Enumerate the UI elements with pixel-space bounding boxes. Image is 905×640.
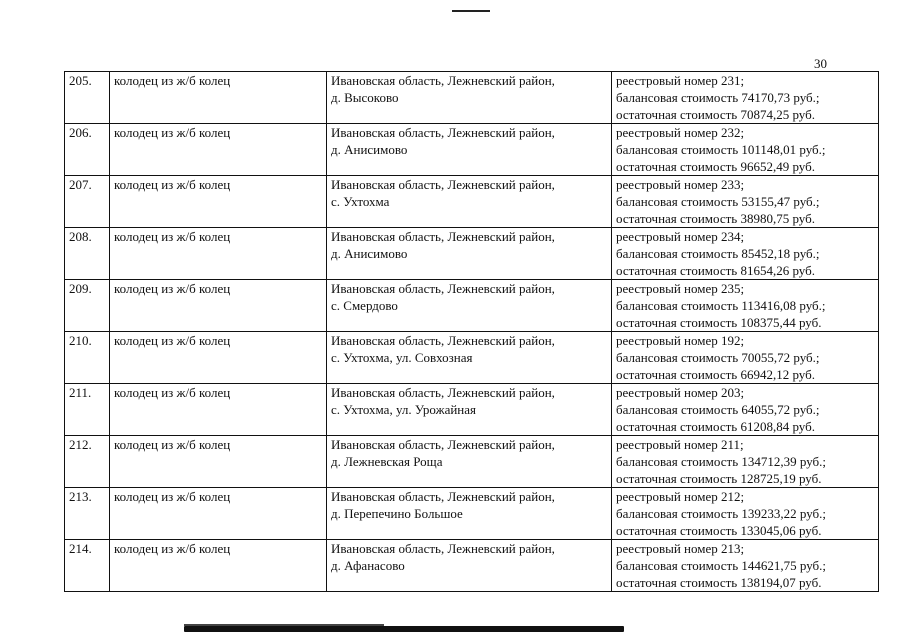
object-address (327, 72, 612, 124)
object-valuation (612, 436, 879, 488)
row-number: 214. (65, 540, 110, 592)
object-name: колодец из ж/б колец (110, 436, 327, 488)
balance-value: балансовая стоимость 139233,22 руб.; (616, 506, 826, 521)
scan-edge-mark (184, 626, 624, 632)
header-rule (452, 10, 490, 12)
address-locality: с. Ухтохма (331, 194, 390, 209)
object-address (327, 436, 612, 488)
object-valuation (612, 332, 879, 384)
table-row (65, 72, 879, 124)
registry-number: реестровый номер 192; (616, 333, 745, 348)
table-row (65, 540, 879, 592)
object-name: колодец из ж/б колец (110, 540, 327, 592)
object-valuation (612, 124, 879, 176)
address-region: Ивановская область, Лежневский район, (331, 437, 555, 452)
balance-value: балансовая стоимость 85452,18 руб.; (616, 246, 820, 261)
residual-value: остаточная стоимость 133045,06 руб. (616, 523, 822, 538)
address-locality: д. Лежневская Роща (331, 454, 443, 469)
object-address (327, 228, 612, 280)
row-number: 206. (65, 124, 110, 176)
table-row (65, 488, 879, 540)
address-locality: д. Афанасово (331, 558, 405, 573)
residual-value: остаточная стоимость 70874,25 руб. (616, 107, 815, 122)
residual-value: остаточная стоимость 96652,49 руб. (616, 159, 815, 174)
registry-number: реестровый номер 231; (616, 73, 745, 88)
balance-value: балансовая стоимость 101148,01 руб.; (616, 142, 826, 157)
balance-value: балансовая стоимость 70055,72 руб.; (616, 350, 820, 365)
object-valuation (612, 488, 879, 540)
address-locality: с. Ухтохма, ул. Урожайная (331, 402, 477, 417)
object-valuation (612, 280, 879, 332)
object-address (327, 332, 612, 384)
row-number: 210. (65, 332, 110, 384)
balance-value: балансовая стоимость 113416,08 руб.; (616, 298, 826, 313)
object-address (327, 384, 612, 436)
address-locality: с. Смердово (331, 298, 398, 313)
table-row (65, 228, 879, 280)
address-region: Ивановская область, Лежневский район, (331, 333, 555, 348)
residual-value: остаточная стоимость 61208,84 руб. (616, 419, 815, 434)
address-region: Ивановская область, Лежневский район, (331, 125, 555, 140)
object-valuation (612, 384, 879, 436)
table-row (65, 280, 879, 332)
object-name: колодец из ж/б колец (110, 384, 327, 436)
registry-number: реестровый номер 234; (616, 229, 745, 244)
object-valuation (612, 540, 879, 592)
registry-number: реестровый номер 212; (616, 489, 745, 504)
address-locality: д. Анисимово (331, 142, 408, 157)
balance-value: балансовая стоимость 144621,75 руб.; (616, 558, 826, 573)
row-number: 205. (65, 72, 110, 124)
address-region: Ивановская область, Лежневский район, (331, 281, 555, 296)
object-name: колодец из ж/б колец (110, 488, 327, 540)
table-row (65, 124, 879, 176)
row-number: 212. (65, 436, 110, 488)
object-name: колодец из ж/б колец (110, 332, 327, 384)
balance-value: балансовая стоимость 74170,73 руб.; (616, 90, 820, 105)
address-region: Ивановская область, Лежневский район, (331, 489, 555, 504)
registry-number: реестровый номер 232; (616, 125, 745, 140)
address-region: Ивановская область, Лежневский район, (331, 73, 555, 88)
residual-value: остаточная стоимость 138194,07 руб. (616, 575, 822, 590)
object-valuation (612, 72, 879, 124)
page-number: 30 (814, 56, 827, 71)
balance-value: балансовая стоимость 64055,72 руб.; (616, 402, 820, 417)
balance-value: балансовая стоимость 53155,47 руб.; (616, 194, 820, 209)
balance-value: балансовая стоимость 134712,39 руб.; (616, 454, 826, 469)
address-region: Ивановская область, Лежневский район, (331, 385, 555, 400)
residual-value: остаточная стоимость 66942,12 руб. (616, 367, 815, 382)
registry-number: реестровый номер 235; (616, 281, 745, 296)
table-row (65, 384, 879, 436)
object-name: колодец из ж/б колец (110, 228, 327, 280)
table-body (65, 72, 879, 592)
residual-value: остаточная стоимость 38980,75 руб. (616, 211, 815, 226)
row-number: 211. (65, 384, 110, 436)
object-valuation (612, 176, 879, 228)
object-name: колодец из ж/б колец (110, 124, 327, 176)
registry-number: реестровый номер 211; (616, 437, 744, 452)
row-number: 213. (65, 488, 110, 540)
row-number: 208. (65, 228, 110, 280)
object-address (327, 280, 612, 332)
residual-value: остаточная стоимость 108375,44 руб. (616, 315, 822, 330)
address-region: Ивановская область, Лежневский район, (331, 541, 555, 556)
address-region: Ивановская область, Лежневский район, (331, 177, 555, 192)
property-registry-table (64, 71, 879, 592)
row-number: 209. (65, 280, 110, 332)
registry-number: реестровый номер 203; (616, 385, 745, 400)
registry-number: реестровый номер 233; (616, 177, 745, 192)
address-locality: д. Высоково (331, 90, 399, 105)
address-locality: с. Ухтохма, ул. Совхозная (331, 350, 473, 365)
object-address (327, 124, 612, 176)
registry-number: реестровый номер 213; (616, 541, 745, 556)
address-region: Ивановская область, Лежневский район, (331, 229, 555, 244)
residual-value: остаточная стоимость 128725,19 руб. (616, 471, 822, 486)
residual-value: остаточная стоимость 81654,26 руб. (616, 263, 815, 278)
table-row (65, 176, 879, 228)
object-address (327, 488, 612, 540)
object-name: колодец из ж/б колец (110, 72, 327, 124)
object-address (327, 540, 612, 592)
object-address (327, 176, 612, 228)
table-row (65, 332, 879, 384)
object-name: колодец из ж/б колец (110, 280, 327, 332)
object-valuation (612, 228, 879, 280)
address-locality: д. Перепечино Большое (331, 506, 463, 521)
address-locality: д. Анисимово (331, 246, 408, 261)
row-number: 207. (65, 176, 110, 228)
table-row (65, 436, 879, 488)
object-name: колодец из ж/б колец (110, 176, 327, 228)
